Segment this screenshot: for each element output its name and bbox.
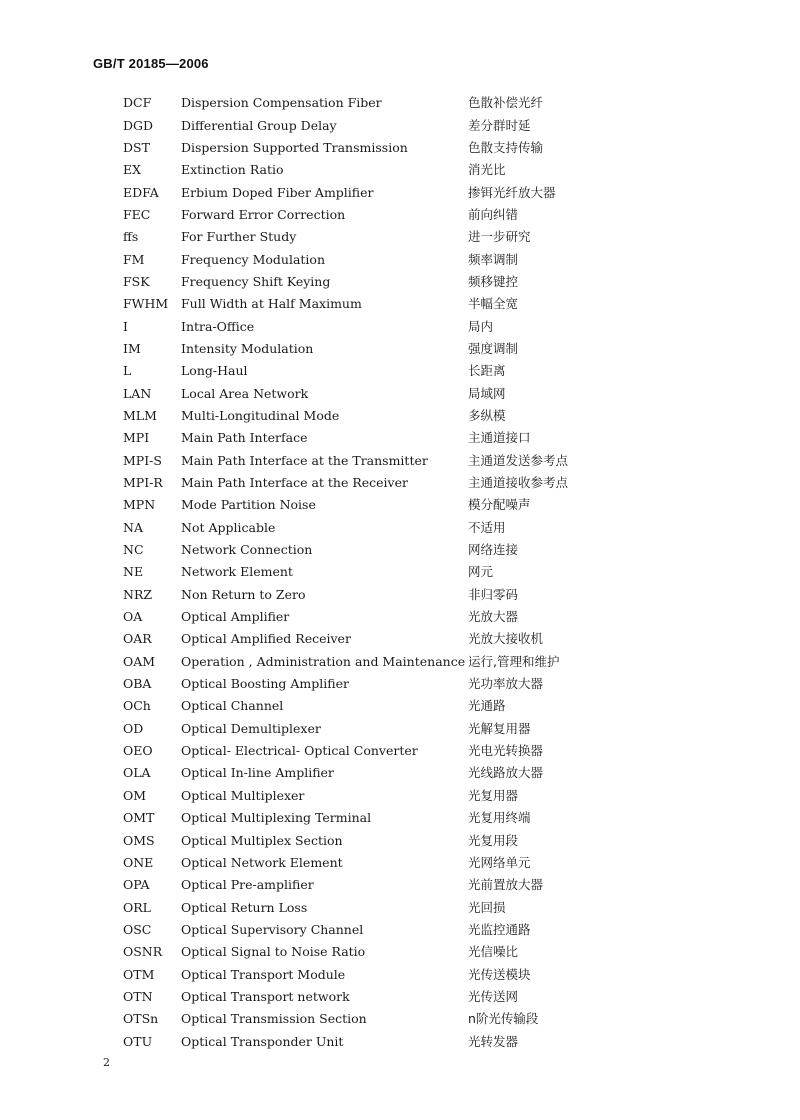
abbreviation-term: OSNR: [123, 944, 163, 960]
chinese-definition: 光放大器: [468, 609, 519, 625]
abbreviation-table: [123, 92, 603, 1053]
abbreviation-term: MPI: [123, 430, 150, 446]
abbreviation-term: NA: [123, 519, 143, 535]
chinese-definition: 多纵模: [468, 407, 506, 423]
english-definition: Frequency Modulation: [181, 251, 326, 267]
english-definition: Full Width at Half Maximum: [181, 296, 362, 312]
chinese-definition: 消光比: [468, 162, 506, 178]
chinese-definition: 光回损: [468, 899, 506, 915]
abbreviation-term: L: [123, 363, 132, 379]
english-definition: Local Area Network: [181, 385, 309, 401]
chinese-definition: 光前置放大器: [468, 877, 544, 893]
abbreviation-term: OTSn: [123, 1011, 159, 1027]
english-definition: Mode Partition Noise: [181, 497, 316, 513]
abbreviation-term: OA: [123, 609, 143, 625]
english-definition: Optical Multiplexer: [181, 787, 305, 803]
chinese-definition: 差分群时延: [468, 117, 531, 133]
abbreviation-row: [123, 874, 603, 896]
english-definition: Main Path Interface: [181, 430, 308, 446]
chinese-definition: 主通道发送参考点: [468, 452, 569, 468]
abbreviation-row: [123, 539, 603, 561]
abbreviation-row: [123, 651, 603, 673]
chinese-definition: 非归零码: [468, 586, 519, 602]
abbreviation-term: NC: [123, 542, 144, 558]
chinese-definition: 光监控通路: [468, 921, 531, 937]
abbreviation-term: OMT: [123, 810, 155, 826]
abbreviation-table-body: [123, 92, 603, 1053]
abbreviation-term: MPI-R: [123, 475, 163, 491]
chinese-definition: 光复用段: [468, 832, 519, 848]
english-definition: Erbium Doped Fiber Amplifier: [181, 184, 374, 200]
abbreviation-term: EDFA: [123, 184, 159, 200]
chinese-definition: 光放大接收机: [468, 631, 544, 647]
abbreviation-row: [123, 405, 603, 427]
abbreviation-row: [123, 114, 603, 136]
abbreviation-term: FM: [123, 251, 145, 267]
chinese-definition: 半幅全宽: [468, 296, 519, 312]
abbreviation-row: [123, 293, 603, 315]
abbreviation-term: DST: [123, 139, 150, 155]
abbreviation-term: NRZ: [123, 586, 153, 602]
chinese-definition: 主通道接收参考点: [468, 475, 569, 491]
english-definition: Network Element: [181, 564, 293, 580]
abbreviation-term: OEO: [123, 743, 153, 759]
english-definition: Optical Multiplexing Terminal: [181, 810, 372, 826]
abbreviation-row: [123, 718, 603, 740]
abbreviation-row: [123, 427, 603, 449]
english-definition: Optical Return Loss: [181, 899, 308, 915]
abbreviation-term: NE: [123, 564, 144, 580]
chinese-definition: 局域网: [468, 385, 506, 401]
english-definition: Optical Network Element: [181, 854, 343, 870]
abbreviation-row: [123, 896, 603, 918]
english-definition: Forward Error Correction: [181, 206, 346, 222]
page-number: 2: [103, 1056, 110, 1069]
chinese-definition: 光传送网: [468, 988, 519, 1004]
abbreviation-row: [123, 360, 603, 382]
english-definition: Optical Transponder Unit: [181, 1033, 344, 1049]
english-definition: Dispersion Compensation Fiber: [181, 95, 382, 111]
english-definition: Optical Transport Module: [181, 966, 346, 982]
english-definition: Intra-Office: [181, 318, 255, 334]
chinese-definition: 模分配噪声: [468, 497, 531, 513]
english-definition: Non Return to Zero: [181, 586, 306, 602]
abbreviation-row: [123, 785, 603, 807]
chinese-definition: 掺铒光纤放大器: [468, 184, 556, 200]
english-definition: Optical Boosting Amplifier: [181, 676, 349, 692]
english-definition: Network Connection: [181, 542, 313, 558]
chinese-definition: 网元: [468, 564, 494, 580]
abbreviation-term: OSC: [123, 921, 152, 937]
abbreviation-term: MLM: [123, 407, 157, 423]
abbreviation-row: [123, 673, 603, 695]
english-definition: Optical In-line Amplifier: [181, 765, 334, 781]
english-definition: Optical- Electrical- Optical Converter: [181, 743, 418, 759]
standard-code-header: GB/T 20185—2006: [93, 56, 209, 71]
abbreviation-term: DGD: [123, 117, 154, 133]
english-definition: Optical Demultiplexer: [181, 720, 321, 736]
abbreviation-row: [123, 695, 603, 717]
english-definition: Differential Group Delay: [181, 117, 337, 133]
abbreviation-term: ONE: [123, 854, 154, 870]
abbreviation-row: [123, 762, 603, 784]
abbreviation-term: I: [123, 318, 128, 334]
chinese-definition: 进一步研究: [468, 229, 531, 245]
abbreviation-term: OLA: [123, 765, 151, 781]
chinese-definition: 光功率放大器: [468, 676, 544, 692]
chinese-definition: 频移键控: [468, 273, 519, 289]
chinese-definition: 频率调制: [468, 251, 519, 267]
abbreviation-row: [123, 919, 603, 941]
english-definition: Optical Multiplex Section: [181, 832, 343, 848]
abbreviation-row: [123, 606, 603, 628]
abbreviation-row: [123, 986, 603, 1008]
chinese-definition: 光转发器: [468, 1033, 519, 1049]
abbreviation-term: OMS: [123, 832, 155, 848]
abbreviation-row: [123, 226, 603, 248]
chinese-definition: 长距离: [468, 363, 506, 379]
abbreviation-row: [123, 137, 603, 159]
abbreviation-row: [123, 584, 603, 606]
abbreviation-term: OM: [123, 787, 147, 803]
abbreviation-term: OAM: [123, 653, 156, 669]
abbreviation-row: [123, 204, 603, 226]
abbreviation-row: [123, 963, 603, 985]
abbreviation-term: IM: [123, 340, 141, 356]
english-definition: Optical Amplified Receiver: [181, 631, 351, 647]
abbreviation-term: FEC: [123, 206, 151, 222]
abbreviation-row: [123, 740, 603, 762]
abbreviation-term: OTM: [123, 966, 155, 982]
english-definition: For Further Study: [181, 229, 297, 245]
chinese-definition: 光网络单元: [468, 854, 531, 870]
abbreviation-row: [123, 628, 603, 650]
abbreviation-row: [123, 472, 603, 494]
chinese-definition: 光通路: [468, 698, 506, 714]
english-definition: Optical Transport network: [181, 988, 350, 1004]
abbreviation-term: OCh: [123, 698, 151, 714]
abbreviation-term: DCF: [123, 95, 152, 111]
abbreviation-row: [123, 338, 603, 360]
abbreviation-term: LAN: [123, 385, 152, 401]
abbreviation-term: MPI-S: [123, 452, 162, 468]
abbreviation-term: OD: [123, 720, 144, 736]
chinese-definition: 网络连接: [468, 542, 519, 558]
abbreviation-row: [123, 450, 603, 472]
chinese-definition: 光电光转换器: [468, 743, 544, 759]
abbreviation-row: [123, 248, 603, 270]
chinese-definition: n阶光传输段: [468, 1011, 539, 1027]
abbreviation-term: ffs: [123, 229, 139, 245]
abbreviation-row: [123, 807, 603, 829]
abbreviation-row: [123, 159, 603, 181]
chinese-definition: 不适用: [468, 519, 506, 535]
abbreviation-row: [123, 852, 603, 874]
chinese-definition: 色散补偿光纤: [468, 95, 544, 111]
english-definition: Main Path Interface at the Receiver: [181, 475, 408, 491]
english-definition: Operation , Administration and Maintenance: [181, 653, 466, 669]
english-definition: Not Applicable: [181, 519, 276, 535]
abbreviation-row: [123, 92, 603, 114]
english-definition: Optical Transmission Section: [181, 1011, 367, 1027]
abbreviation-term: OPA: [123, 877, 150, 893]
english-definition: Optical Signal to Noise Ratio: [181, 944, 366, 960]
chinese-definition: 光复用终端: [468, 810, 531, 826]
chinese-definition: 色散支持传输: [468, 139, 544, 155]
chinese-definition: 光信噪比: [468, 944, 519, 960]
chinese-definition: 前向纠错: [468, 206, 519, 222]
english-definition: Dispersion Supported Transmission: [181, 139, 408, 155]
abbreviation-row: [123, 517, 603, 539]
english-definition: Main Path Interface at the Transmitter: [181, 452, 428, 468]
abbreviation-row: [123, 271, 603, 293]
abbreviation-row: [123, 829, 603, 851]
chinese-definition: 光解复用器: [468, 720, 531, 736]
abbreviation-term: OTU: [123, 1033, 153, 1049]
abbreviation-row: [123, 941, 603, 963]
abbreviation-term: EX: [123, 162, 142, 178]
abbreviation-row: [123, 382, 603, 404]
english-definition: Optical Channel: [181, 698, 284, 714]
english-definition: Extinction Ratio: [181, 162, 284, 178]
abbreviation-term: MPN: [123, 497, 156, 513]
english-definition: Multi-Longitudinal Mode: [181, 407, 340, 423]
abbreviation-row: [123, 1030, 603, 1052]
english-definition: Optical Pre-amplifier: [181, 877, 314, 893]
english-definition: Optical Amplifier: [181, 609, 290, 625]
abbreviation-row: [123, 181, 603, 203]
english-definition: Frequency Shift Keying: [181, 273, 331, 289]
abbreviation-term: FWHM: [123, 296, 169, 312]
chinese-definition: 强度调制: [468, 340, 519, 356]
chinese-definition: 局内: [468, 318, 494, 334]
chinese-definition: 光线路放大器: [468, 765, 544, 781]
abbreviation-term: FSK: [123, 273, 150, 289]
english-definition: Optical Supervisory Channel: [181, 921, 364, 937]
abbreviation-row: [123, 1008, 603, 1030]
abbreviation-term: OBA: [123, 676, 152, 692]
english-definition: Intensity Modulation: [181, 340, 314, 356]
abbreviation-term: OTN: [123, 988, 153, 1004]
chinese-definition: 光复用器: [468, 787, 519, 803]
chinese-definition: 光传送模块: [468, 966, 531, 982]
abbreviation-row: [123, 494, 603, 516]
english-definition: Long-Haul: [181, 363, 248, 379]
abbreviation-row: [123, 561, 603, 583]
chinese-definition: 运行,管理和维护: [468, 653, 560, 669]
abbreviation-row: [123, 315, 603, 337]
abbreviation-term: OAR: [123, 631, 152, 647]
chinese-definition: 主通道接口: [468, 430, 531, 446]
abbreviation-term: ORL: [123, 899, 151, 915]
